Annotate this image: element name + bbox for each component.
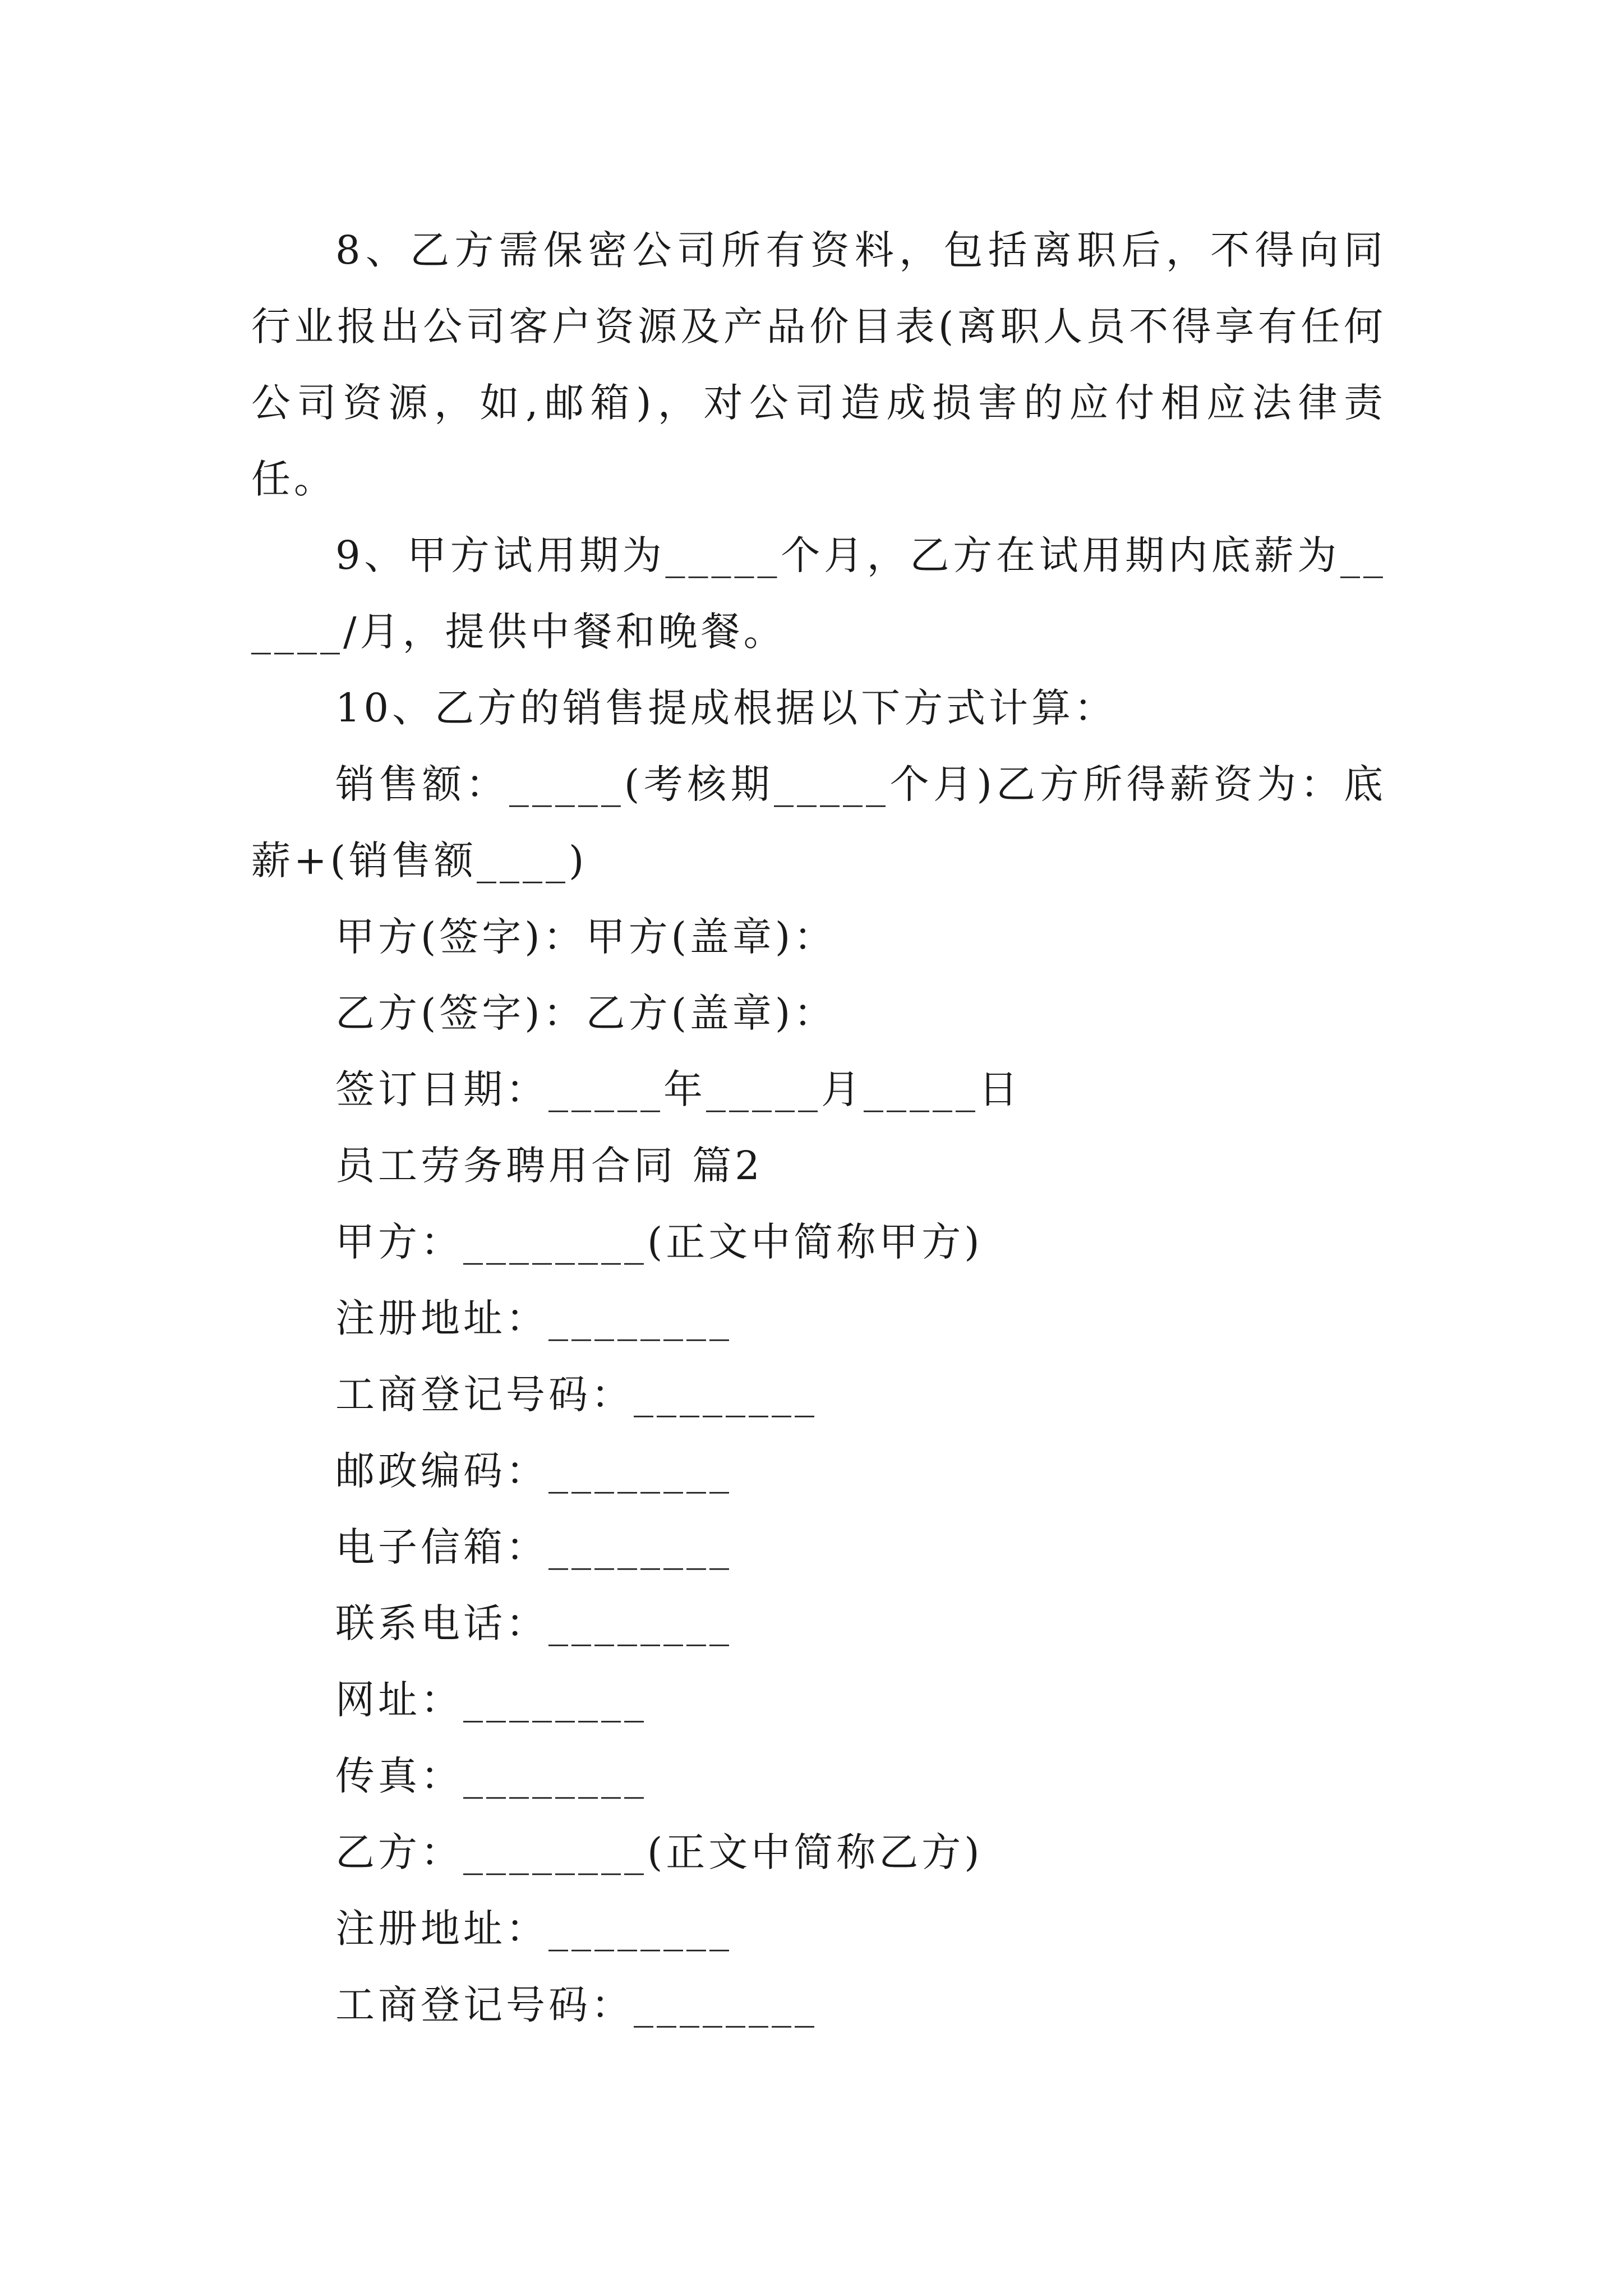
party-a-email: 电子信箱：________ [335, 1524, 732, 1570]
clause-8: 8、乙方需保密公司所有资料，包括离职后，不得向同行业报出公司客户资源及产品价目表(离职人员不得享有任何公司资源，如,邮箱)，对公司造成损害的应付相应法律责任。 [251, 227, 1386, 502]
sales-formula: 销售额：_____(考核期_____个月)乙方所得薪资为：底薪+(销售额____) [251, 761, 1386, 884]
party-b-signature: 乙方(签字)：乙方(盖章)： [335, 990, 837, 1036]
party-a-phone: 联系电话：________ [335, 1600, 732, 1646]
party-a-address: 注册地址：________ [335, 1295, 732, 1341]
party-a-website: 网址：________ [335, 1677, 647, 1723]
party-b-registration-number: 工商登记号码：________ [335, 1982, 818, 2028]
document-body [251, 212, 1386, 2043]
section-title: 员工劳务聘用合同 篇2 [335, 1143, 763, 1189]
clause-9: 9、甲方试用期为_____个月，乙方在试用期内底薪为______/月，提供中餐和晚餐。 [251, 532, 1386, 655]
party-a-name: 甲方：________(正文中简称甲方) [335, 1219, 983, 1265]
party-a-registration-number: 工商登记号码：________ [335, 1372, 818, 1418]
party-a-signature: 甲方(签字)：甲方(盖章)： [335, 914, 837, 960]
party-b-address: 注册地址：________ [335, 1906, 732, 1952]
clause-10: 10、乙方的销售提成根据以下方式计算： [335, 685, 1117, 731]
party-a-fax: 传真：________ [335, 1753, 647, 1799]
signing-date: 签订日期：_____年_____月_____日 [335, 1066, 1021, 1112]
party-a-postcode: 邮政编码：________ [335, 1448, 732, 1494]
party-b-name: 乙方：________(正文中简称乙方) [335, 1829, 983, 1875]
